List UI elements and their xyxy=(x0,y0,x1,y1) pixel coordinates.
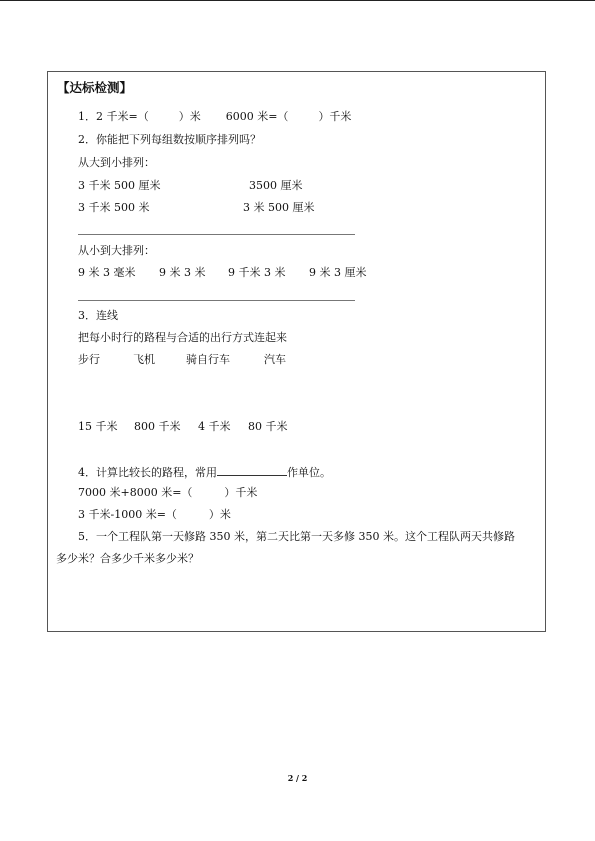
q3-distance-2: 800 千米 xyxy=(134,420,181,433)
q4-prompt xyxy=(78,464,331,480)
q2-asc-label: 从小到大排列： xyxy=(78,244,155,257)
q2-asc-answer-line xyxy=(78,300,355,301)
q3-mode-4: 汽车 xyxy=(264,353,286,366)
q4-calc-1 xyxy=(78,486,257,500)
q2-desc-item-1: 3 千米 500 厘米 xyxy=(78,179,161,192)
q2-asc-item-1: 9 米 3 毫米 xyxy=(78,266,136,279)
q1-part-a: 1．2 千米=（ xyxy=(78,110,149,123)
q3-mode-1: 步行 xyxy=(78,353,100,366)
q4-answer-blank xyxy=(217,464,287,476)
q3-distance-1: 15 千米 xyxy=(78,420,118,433)
q2-asc-item-2: 9 米 3 米 xyxy=(159,266,206,279)
q1-line xyxy=(78,110,351,124)
q2-asc-item-3: 9 千米 3 米 xyxy=(228,266,286,279)
q1-part-b-end: ）千米 xyxy=(318,110,352,123)
q4-calc-1-end: ）千米 xyxy=(224,486,258,499)
q4-prompt-start: 4．计算比较长的路程，常用 xyxy=(78,466,217,479)
exercise-box xyxy=(47,71,546,632)
q3-distance-3: 4 千米 xyxy=(198,420,231,433)
section-title: 【达标检测】 xyxy=(57,80,133,95)
q3-instruction: 把每小时行的路程与合适的出行方式连起来 xyxy=(78,331,287,344)
q2-desc-item-3: 3 千米 500 米 xyxy=(78,201,150,214)
q1-part-b: 6000 米=（ xyxy=(225,110,289,123)
q5-line-1: 5．一个工程队第一天修路 350 米，第二天比第一天多修 350 米。这个工程队两天共修路 xyxy=(78,530,515,543)
q4-calc-2 xyxy=(78,508,231,522)
q2-desc-answer-line xyxy=(78,234,355,235)
q4-calc-1-text: 7000 米+8000 米=（ xyxy=(78,486,193,499)
q3-mode-3: 骑自行车 xyxy=(186,353,230,366)
q3-mode-2: 飞机 xyxy=(133,353,155,366)
q4-prompt-end: 作单位。 xyxy=(287,466,331,479)
top-rule xyxy=(0,0,595,1)
q1-part-a-end: ）米 xyxy=(178,110,201,123)
q4-calc-2-end: ）米 xyxy=(208,508,231,521)
q2-prompt: 2．你能把下列每组数按顺序排列吗？ xyxy=(78,133,261,146)
q2-desc-label: 从大到小排列： xyxy=(78,156,155,169)
q2-asc-item-4: 9 米 3 厘米 xyxy=(309,266,367,279)
page-number: 2 / 2 xyxy=(287,773,308,783)
q4-calc-2-text: 3 千米-1000 米=（ xyxy=(78,508,177,521)
q3-title: 3．连线 xyxy=(78,309,118,322)
q2-desc-item-4: 3 米 500 厘米 xyxy=(243,201,315,214)
q2-desc-item-2: 3500 厘米 xyxy=(249,179,303,192)
q3-distance-4: 80 千米 xyxy=(248,420,288,433)
q5-line-2: 多少米？合多少千米多少米？ xyxy=(56,552,199,565)
